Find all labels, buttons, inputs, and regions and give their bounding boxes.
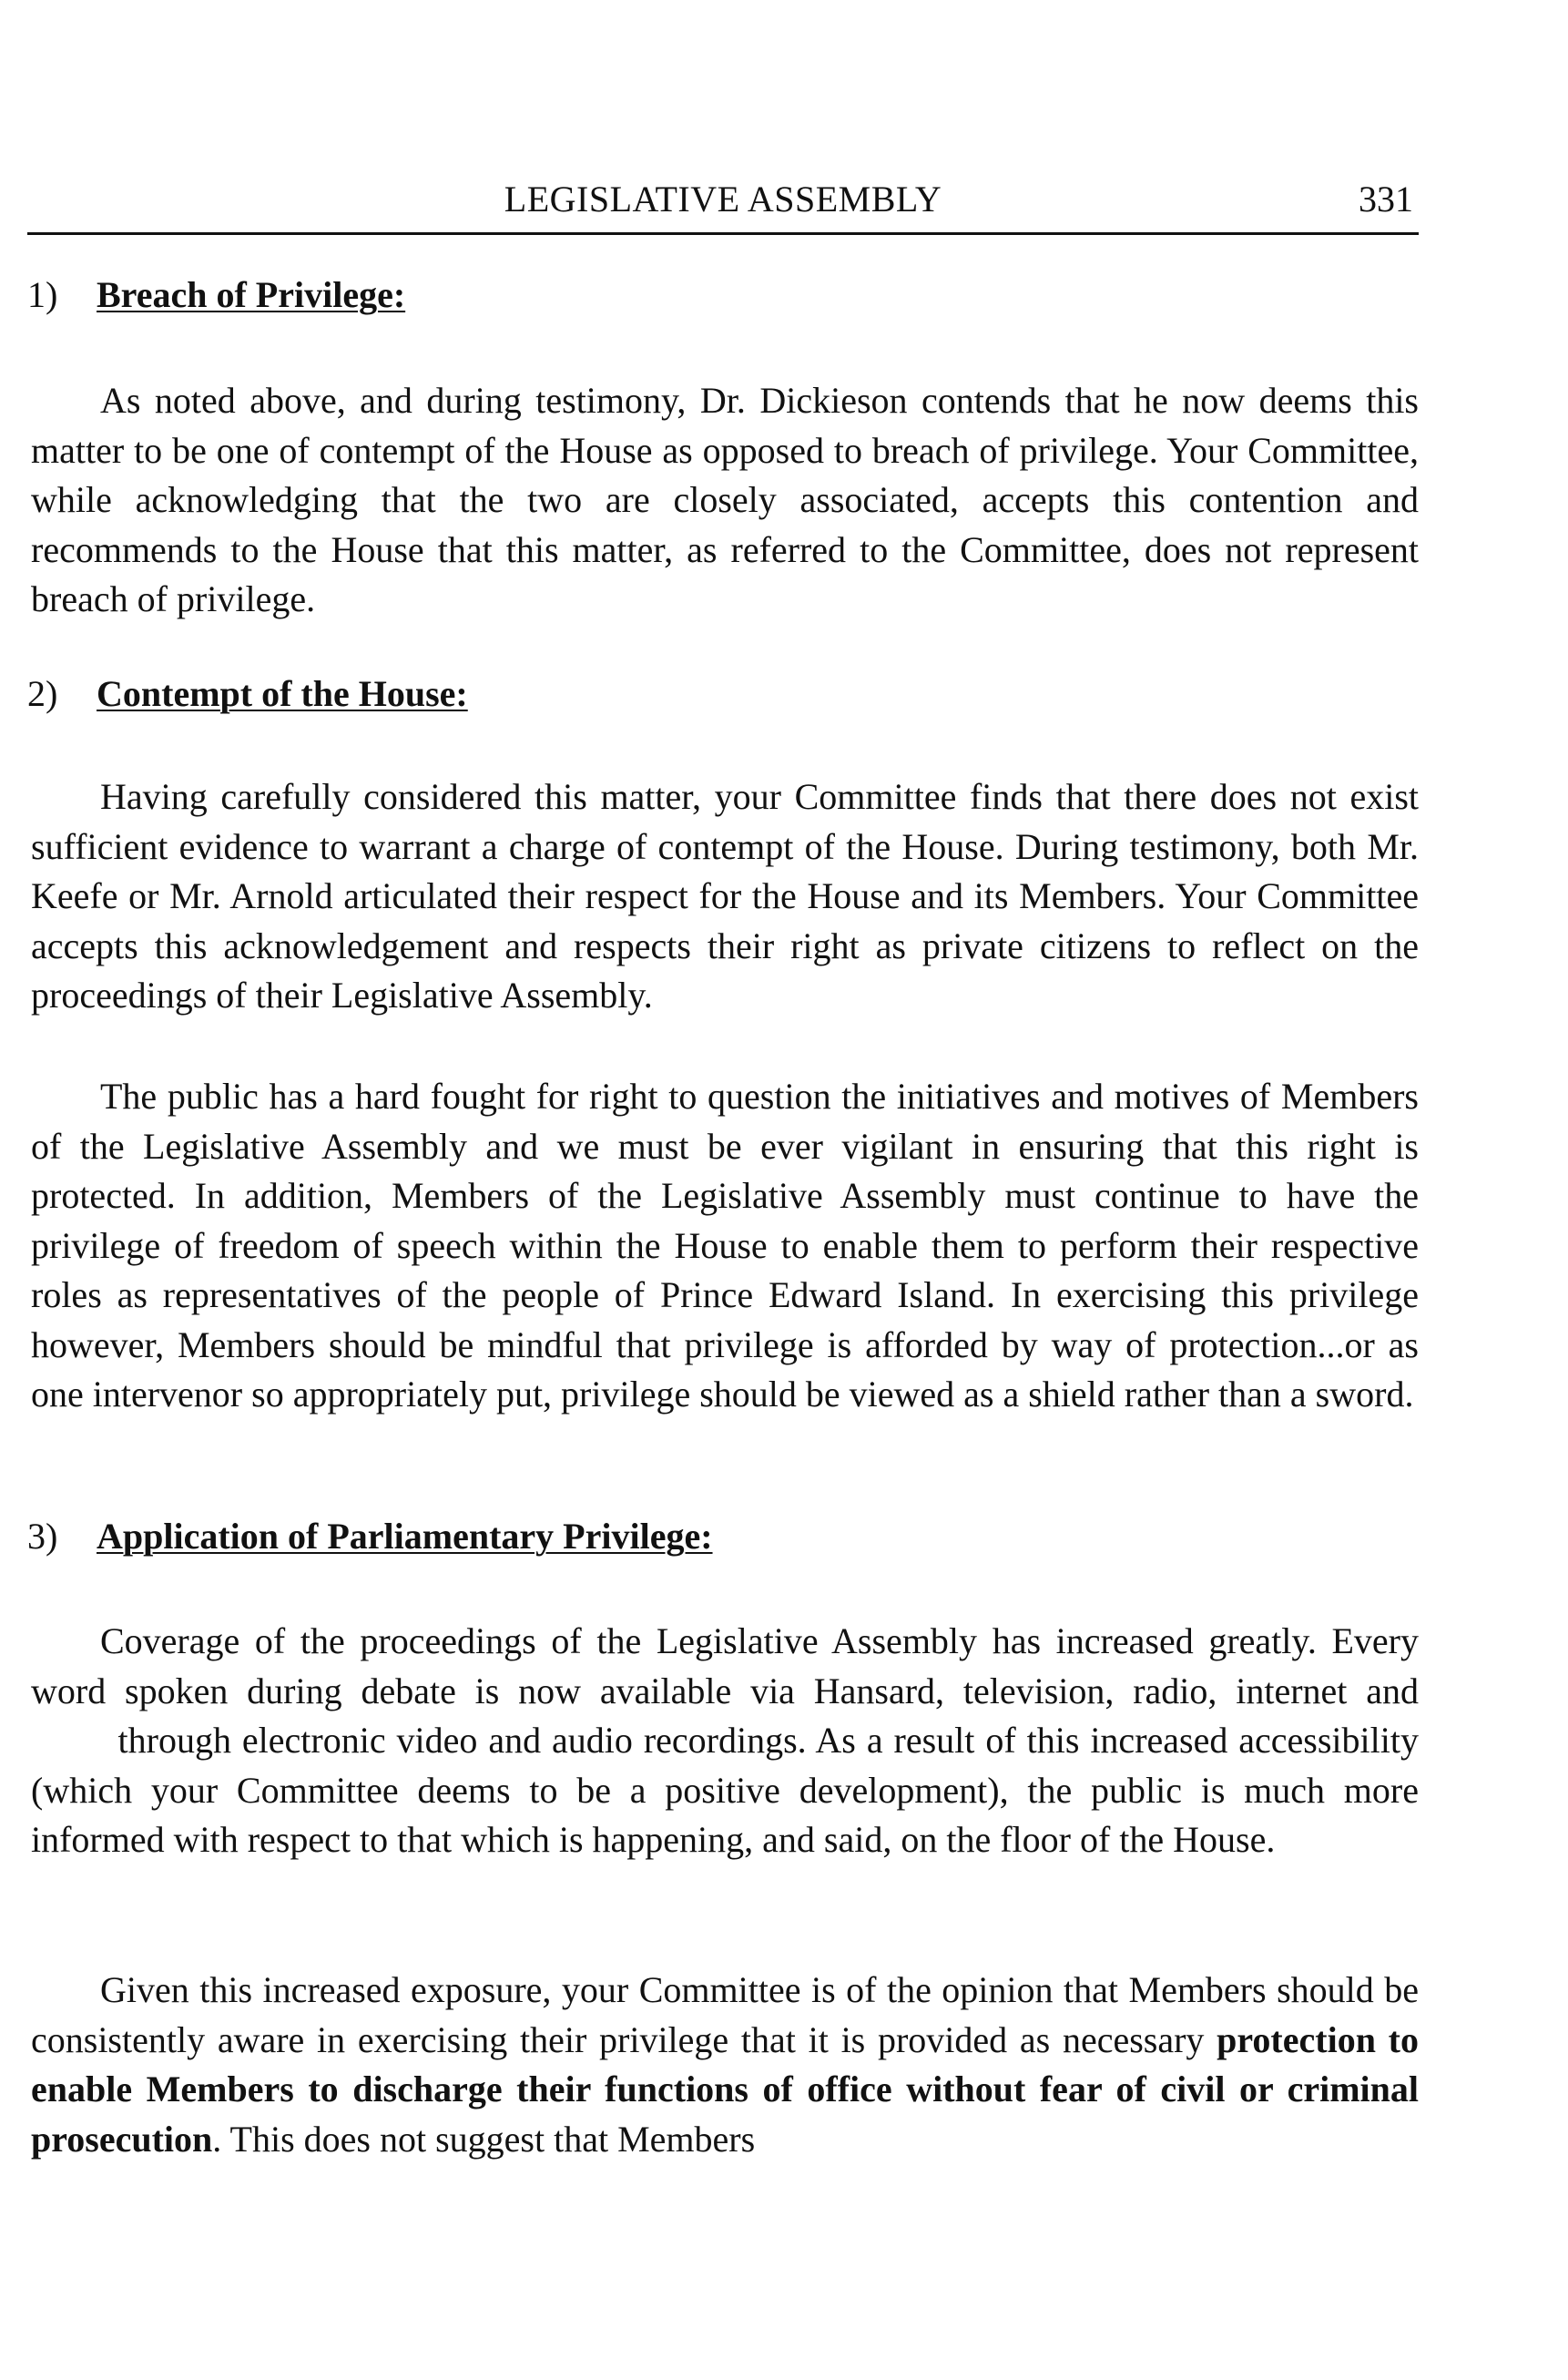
paragraph-application-2 <box>31 1966 1419 2164</box>
page-header <box>27 178 1419 235</box>
paragraph-text: Given this increased exposure, your Committee is of the opinion that Members should be consistently aware in exercising their privilege that it is provided as necessary <box>31 1969 1419 2060</box>
section-title: Application of Parliamentary Privilege: <box>97 1516 713 1557</box>
section-title: Contempt of the House: <box>97 673 468 714</box>
section-heading-breach-of-privilege <box>27 273 405 316</box>
paragraph-bold-text: protection to enable Members to discharge their functions of office without fear of civil or criminal prosecution <box>31 2018 1419 2160</box>
paragraph-text: . This does not suggest that Members <box>212 2118 756 2160</box>
section-heading-contempt-of-the-house <box>27 672 468 715</box>
paragraph-contempt-2: The public has a hard fought for right to question the initiatives and motives of Members of the Legislative Assembly and we must be ever vigilant in ensuring that this right is protected. In addition, Members of the Legislative Assembly must continue to have the privilege of freedom of speech within the House to enable them to perform their respective roles as representatives of the people of Prince Edward Island. In exercising this privilege however, Members should be mindful that privilege is afforded by way of protection...or as one intervenor so appropriately put, privilege should be viewed as a shield rather than a sword. <box>31 1076 1419 1415</box>
page-number: 331 <box>1359 179 1413 220</box>
section-heading-application-of-parliamentary-privilege <box>27 1515 713 1558</box>
section-number: 3) <box>27 1516 58 1557</box>
paragraph-application-1: Coverage of the proceedings of the Legislative Assembly has increased greatly. Every word spoken during debate is now available via Hansard, television, radio, internet and through electronic video and audio recordings. As a result of this increased accessibility (which your Committee deems to be a positive development), the public is much more informed with respect to that which is happening, and said, on the floor of the House. <box>31 1620 1419 1860</box>
section-title: Breach of Privilege: <box>97 274 406 315</box>
running-title: LEGISLATIVE ASSEMBLY <box>504 179 942 220</box>
paragraph-contempt-1: Having carefully considered this matter, your Committee finds that there does not exist sufficient evidence to warrant a charge of contempt of the House. During testimony, both Mr. Keefe or Mr. Arnold articulated their respect for the House and its Members. Your Committee accepts this acknowledgement and respects their right as private citizens to reflect on the proceedings of their Legislative Assembly. <box>31 776 1419 1016</box>
paragraph-breach-of-privilege: As noted above, and during testimony, Dr. Dickieson contends that he now deems this matter to be one of contempt of the House as opposed to breach of privilege. Your Committee, while acknowledging that the two are closely associated, accepts this contention and recommends to the House that this matter, as referred to the Committee, does not represent breach of privilege. <box>31 380 1419 619</box>
section-number: 2) <box>27 673 58 714</box>
section-number: 1) <box>27 274 58 315</box>
